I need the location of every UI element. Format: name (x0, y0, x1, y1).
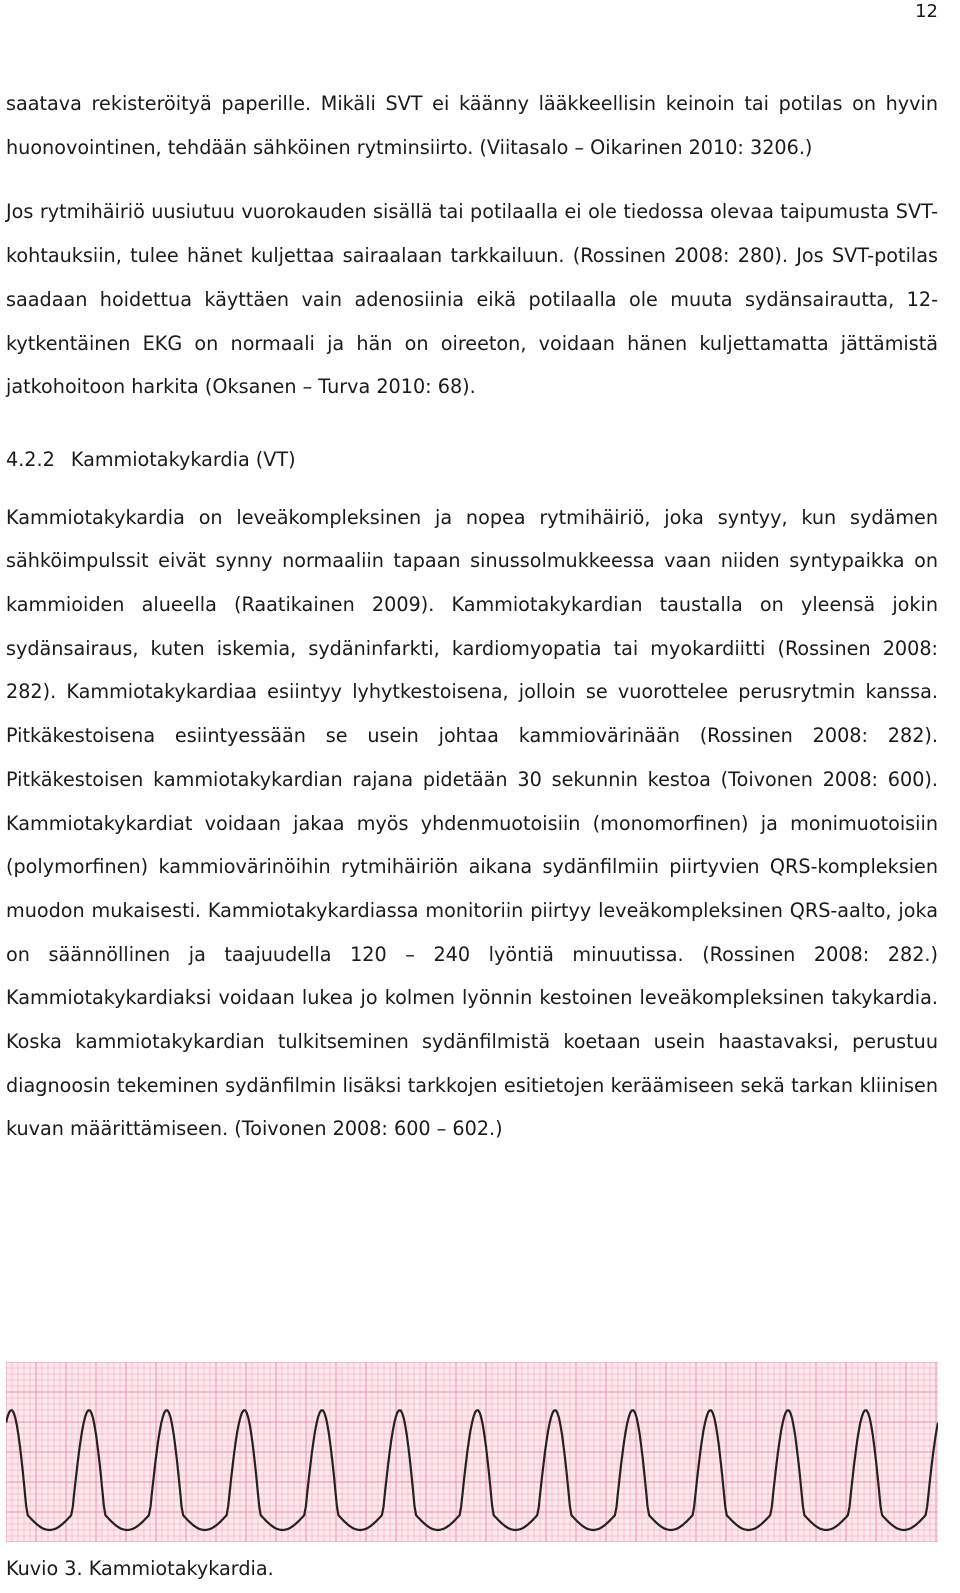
paragraph-svt-followup: Jos rytmihäiriö uusiutuu vuorokauden sisällä tai potilaalla ei ole tiedossa olevaa taipumusta SVT-kohtauksiin, tulee hänet kuljettaa sairaalaan tarkkailuun. (Rossinen 2008: 280). Jos SVT-potilas saadaan hoidettua käyttäen vain adenosiinia eikä potilaalla ole muuta sydänsairautta, 12-kytkentäinen EKG on normaali ja hän on oireeton, voidaan hänen kuljettamatta jättämistä jatkohoitoon harkita (Oksanen – Turva 2010: 68). (6, 200, 938, 399)
section-number: 4.2.2 (6, 447, 55, 471)
section-heading (6, 438, 938, 482)
section-title: Kammiotakykardia (VT) (70, 447, 296, 471)
ecg-strip (6, 1362, 938, 1542)
document-body (6, 82, 938, 1151)
ecg-figure (6, 1362, 938, 1542)
paragraph-vt: Kammiotakykardia on leveäkompleksinen ja nopea rytmihäiriö, joka syntyy, kun sydämen sähköimpulssit eivät synny normaaliin tapaan sinussolmukkeessa vaan niiden syntypaikka on kammioiden alueella (Raatikainen 2009). Kammiotakykardian taustalla on yleensä jokin sydänsairaus, kuten iskemia, sydäninfarkti, kardiomyopatia tai myokardiitti (Rossinen 2008: 282). Kammiotakykardiaa esiintyy lyhytkestoisena, jolloin se vuorottelee perusrytmin kanssa. Pitkäkestoisena esiintyessään se usein johtaa kammiovärinään (Rossinen 2008: 282). Pitkäkestoisen kammiotakykardian rajana pidetään 30 sekunnin kestoa (Toivonen 2008: 600). Kammiotakykardiat voidaan jakaa myös yhdenmuotoisiin (monomorfinen) ja monimuotoisiin (polymorfinen) kammiovärinöihin rytmihäiriön aikana sydänfilmiin piirtyvien QRS-kompleksien muodon mukaisesti. Kammiotakykardiassa monitoriin piirtyy leveäkompleksinen QRS-aalto, joka on säännöllinen ja taajuudella 120 – 240 lyöntiä minuutissa. (Rossinen 2008: 282.) Kammiotakykardiaksi voidaan lukea jo kolmen lyönnin kestoinen leveäkompleksinen takykardia. Koska kammiotakykardian tulkitseminen sydänfilmistä koetaan usein haastavaksi, perustuu diagnoosin tekeminen sydänfilmin lisäksi tarkkojen esitietojen keräämiseen sekä tarkan kliinisen kuvan määrittämiseen. (Toivonen 2008: 600 – 602.) (6, 505, 938, 1141)
paragraph-svt-conclusion: saatava rekisteröityä paperille. Mikäli SVT ei käänny lääkkeellisin keinoin tai potilas on hyvin huonovointinen, tehdään sähköinen rytminsiirto. (Viitasalo – Oikarinen 2010: 3206.) (6, 92, 938, 159)
page-number: 12 (915, 1, 938, 22)
figure-caption: Kuvio 3. Kammiotakykardia. (6, 1557, 274, 1580)
